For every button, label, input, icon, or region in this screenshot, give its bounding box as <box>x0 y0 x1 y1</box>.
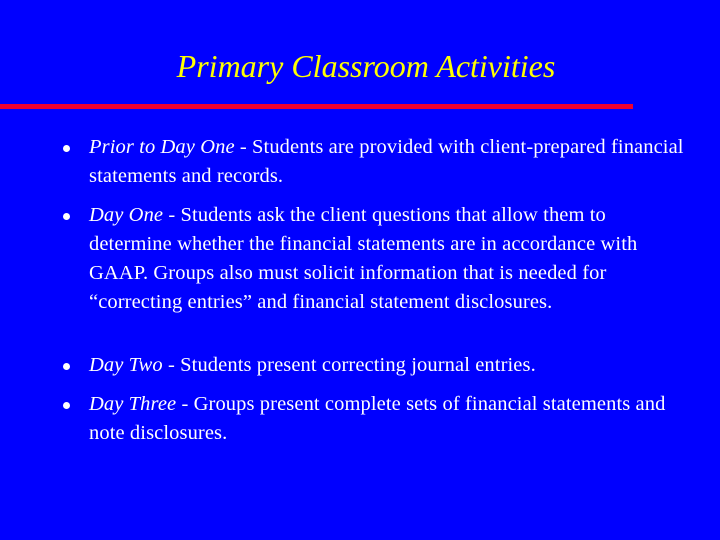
bullet-lead: Day One <box>89 204 164 226</box>
bullet-text: - Groups present complete sets of financial statements and note disclosures. <box>89 393 666 444</box>
bullet-text: - Students ask the client questions that allow them to determine whether the financial statements are in accordance with GAAP. Groups also must solicit information that is needed for “correcting entries” and financial statement disclosures. <box>89 204 638 313</box>
bullet-dot-icon <box>63 145 70 152</box>
bullet-item-day-three <box>89 390 689 448</box>
bullet-item-prior-to-day-one <box>89 133 689 191</box>
slide-title: Primary Classroom Activities <box>176 48 556 84</box>
bullet-dot-icon <box>63 363 70 370</box>
title-divider <box>0 104 633 109</box>
bullet-text: - Students are provided with client-prepared financial statements and records. <box>89 136 684 187</box>
bullet-text: - Students present correcting journal entries. <box>162 354 536 376</box>
bullet-dot-icon <box>63 402 70 409</box>
bullet-lead: Day Three <box>89 393 177 415</box>
bullet-item-day-one <box>89 201 689 317</box>
bullet-lead: Prior to Day One <box>89 136 235 158</box>
bullet-item-day-two <box>89 351 689 380</box>
bullet-dot-icon <box>63 213 70 220</box>
bullet-lead: Day Two <box>89 354 163 376</box>
